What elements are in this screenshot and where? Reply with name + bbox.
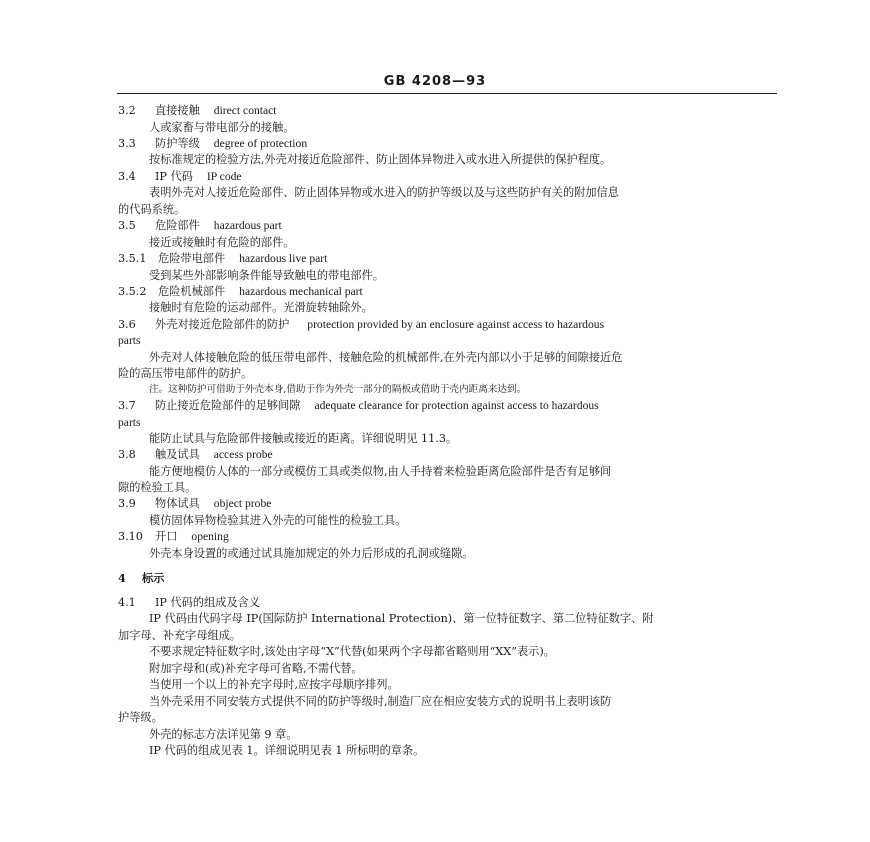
term-en: degree of protection [213, 137, 308, 150]
term-zh: 开口 [155, 530, 178, 543]
term-heading-3-7 [118, 398, 599, 414]
term-heading-3-10 [118, 529, 229, 545]
term-definition: 能方便地模仿人体的一部分或模仿工具或类似物,由人手持着来检验距离危险部件是否有足够间 [149, 465, 612, 478]
term-zh: 物体试具 [155, 497, 200, 510]
term-heading-3-4 [118, 169, 242, 185]
term-number: 3.10 [118, 530, 143, 543]
term-definition-cont: 的代码系统。 [118, 203, 186, 216]
clause-number: 4.1 [118, 596, 136, 609]
term-zh: 防护等级 [155, 137, 200, 150]
term-heading-3-3 [118, 136, 307, 152]
term-number: 3.9 [118, 497, 136, 510]
clause-paragraph-cont: 加字母、补充字母组成。 [118, 629, 242, 642]
term-definition: 接近或接触时有危险的部件。 [149, 236, 295, 249]
term-definition-cont: 隙的检验工具。 [118, 481, 197, 494]
term-definition: 能防止试具与危险部件接触或接近的距离。详细说明见 11.3。 [149, 432, 458, 445]
term-zh: 危险部件 [155, 219, 200, 232]
term-zh: 直接接触 [155, 104, 200, 117]
term-heading-3-2 [118, 103, 277, 119]
term-number: 3.7 [118, 399, 136, 412]
standard-header: GB 4208—93 [383, 74, 487, 89]
section-number: 4 [118, 571, 126, 585]
term-heading-3-5 [118, 218, 282, 234]
section-title: 标示 [142, 571, 165, 585]
term-en: object probe [213, 497, 272, 510]
term-heading-3-5-2 [118, 284, 363, 300]
term-heading-3-5-1 [118, 251, 327, 267]
term-zh: IP 代码 [155, 170, 193, 183]
term-en: hazardous mechanical part [239, 285, 363, 298]
term-definition-cont: 险的高压带电部件的防护。 [118, 367, 253, 380]
term-number: 3.5.2 [118, 285, 147, 298]
clause-paragraph: 外壳的标志方法详见第 9 章。 [149, 728, 298, 741]
clause-paragraph: 当使用一个以上的补充字母时,应按字母顺序排列。 [149, 678, 399, 691]
clause-title: IP 代码的组成及含义 [155, 596, 261, 609]
term-definition: 表明外壳对人接近危险部件、防止固体异物或水进入的防护等级以及与这些防护有关的附加信息 [149, 186, 619, 199]
term-en: protection provided by an enclosure against access to hazardous [307, 318, 605, 331]
term-definition: 外壳对人体接触危险的低压带电部件、接触危险的机械部件,在外壳内部以小于足够的间隙接近危 [149, 351, 623, 364]
term-en-cont: parts [118, 334, 141, 347]
clause-paragraph: IP 代码由代码字母 IP(国际防护 International Protection)、第一位特征数字、第二位特征数字、附 [149, 612, 654, 625]
term-zh: 外壳对接近危险部件的防护 [155, 318, 290, 331]
term-definition: 接触时有危险的运动部件。光滑旋转轴除外。 [149, 301, 373, 314]
term-en: hazardous part [213, 219, 282, 232]
term-en: IP code [206, 170, 242, 183]
term-heading-3-8 [118, 447, 273, 463]
term-heading-3-6 [118, 317, 604, 333]
term-zh: 危险机械部件 [158, 285, 226, 298]
term-number: 3.2 [118, 104, 136, 117]
section-heading-4 [118, 570, 164, 586]
term-number: 3.3 [118, 137, 136, 150]
term-number: 3.5 [118, 219, 136, 232]
term-heading-3-9 [118, 496, 271, 512]
term-zh: 触及试具 [155, 448, 200, 461]
term-definition: 按标准规定的检验方法,外壳对接近危险部件、防止固体异物进入或水进入所提供的保护程度。 [149, 153, 612, 166]
clause-paragraph: 附加字母和(或)补充字母可省略,不需代替。 [149, 662, 363, 675]
term-number: 3.5.1 [118, 252, 147, 265]
clause-heading-4-1 [118, 595, 260, 611]
term-zh: 防止接近危险部件的足够间隙 [155, 399, 301, 412]
term-en-cont: parts [118, 416, 141, 429]
term-en: opening [191, 530, 229, 543]
term-en: adequate clearance for protection against access to hazardous [314, 399, 599, 412]
term-definition: 模仿固体异物检验其进入外壳的可能性的检验工具。 [149, 514, 407, 527]
term-en: hazardous live part [239, 252, 328, 265]
term-number: 3.8 [118, 448, 136, 461]
header-rule [117, 93, 777, 94]
term-en: direct contact [213, 104, 277, 117]
term-definition: 受到某些外部影响条件能导致触电的带电部件。 [149, 269, 384, 282]
clause-paragraph: IP 代码的组成见表 1。详细说明见表 1 所标明的章条。 [149, 744, 425, 757]
term-definition: 外壳本身设置的或通过试具施加规定的外力后形成的孔洞或缝隙。 [149, 547, 474, 560]
term-number: 3.6 [118, 318, 136, 331]
clause-paragraph: 当外壳采用不同安装方式提供不同的防护等级时,制造厂应在相应安装方式的说明书上表明该防 [149, 695, 612, 708]
term-zh: 危险带电部件 [158, 252, 226, 265]
term-number: 3.4 [118, 170, 136, 183]
note: 注。这种防护可借助于外壳本身,借助于作为外壳一部分的隔板或借助于壳内距离来达到。 [149, 384, 527, 395]
clause-paragraph-cont: 护等级。 [118, 711, 163, 724]
clause-paragraph: 不要求规定特征数字时,该处由字母“X”代替(如果两个字母都省略则用“XX”表示)。 [149, 645, 555, 658]
term-definition: 人或家畜与带电部分的接触。 [149, 121, 295, 134]
term-en: access probe [213, 448, 273, 461]
